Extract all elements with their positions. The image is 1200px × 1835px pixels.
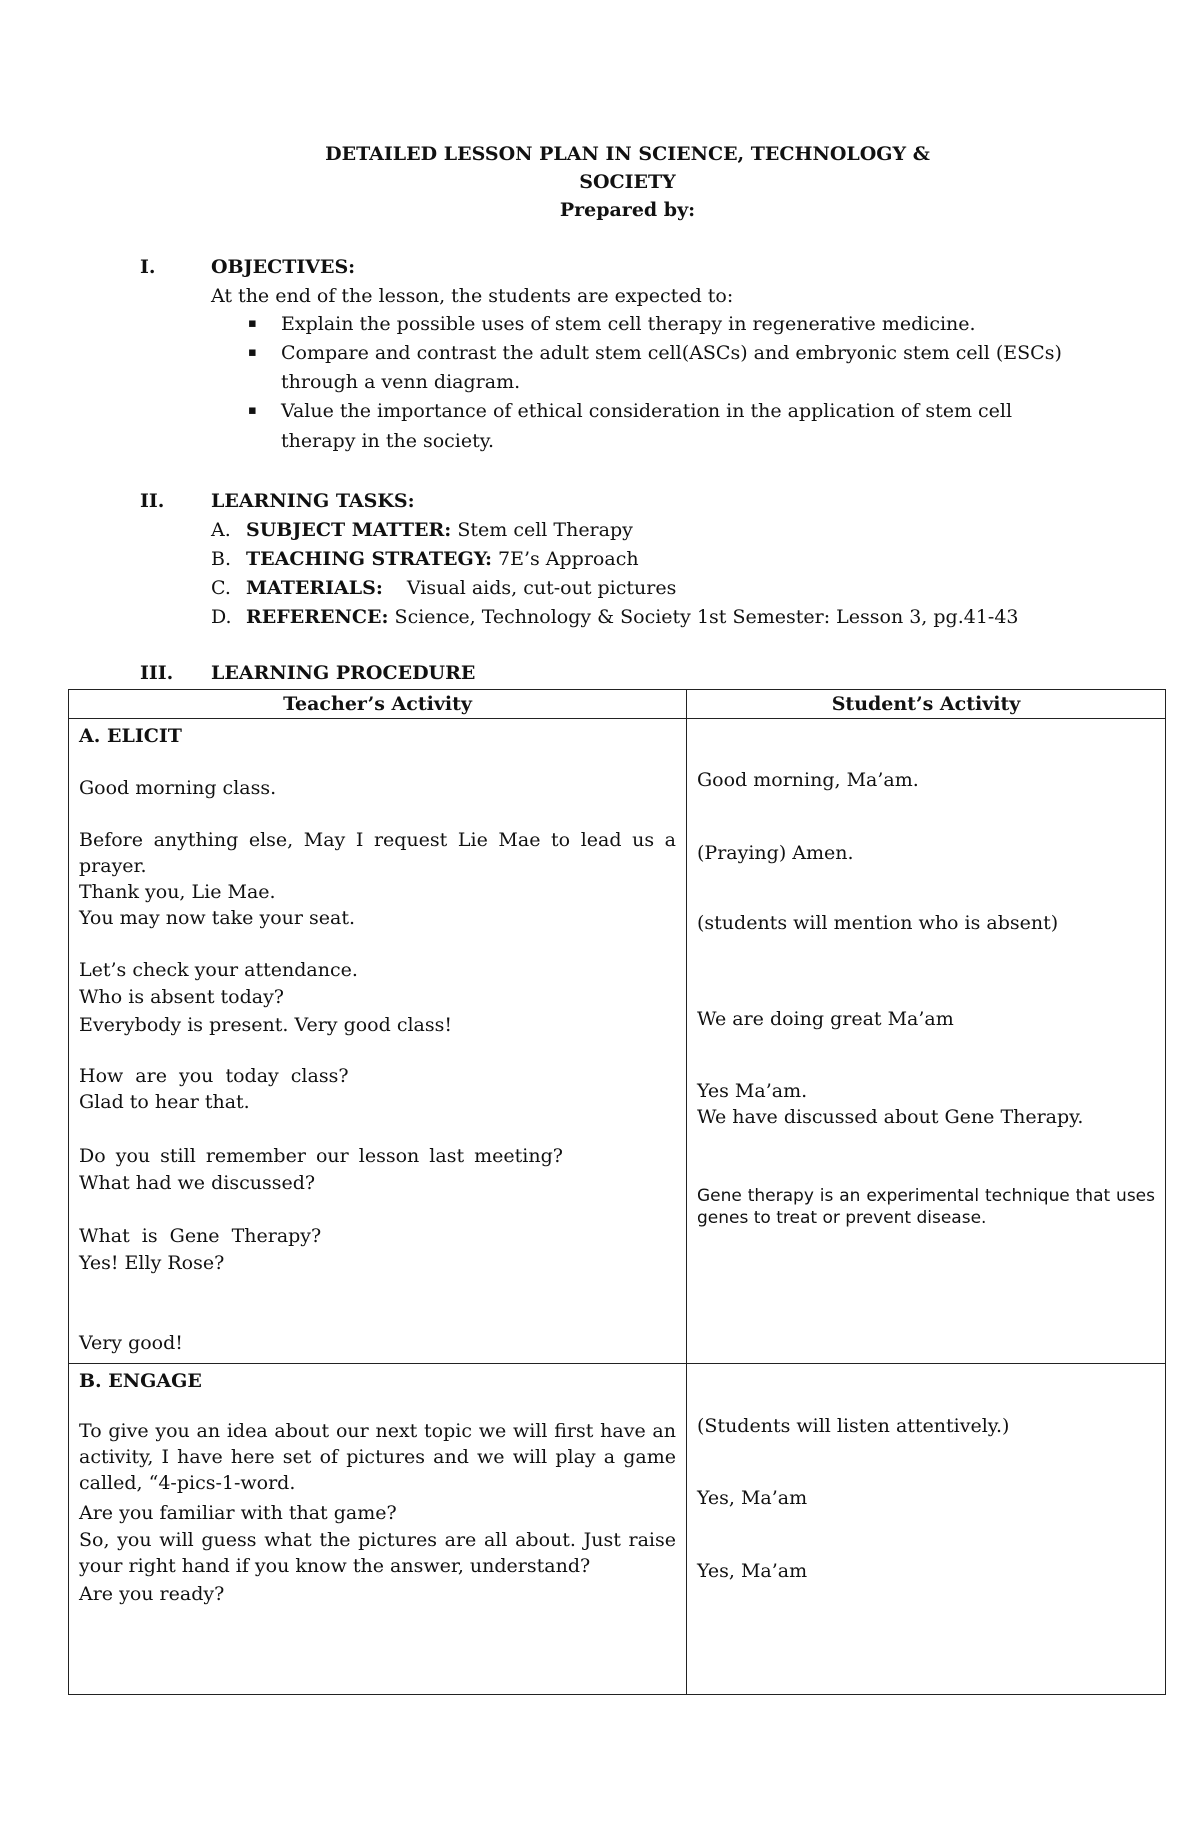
bullet-icon: ▪ (248, 316, 257, 331)
learning-procedure-table (68, 689, 1166, 1695)
teacher-line: Are you familiar with that game? (79, 1502, 397, 1524)
task-subject-matter (246, 519, 633, 541)
table-row-elicit (69, 719, 1166, 1364)
student-line: Gene therapy is an experimental technique that uses genes to treat or prevent disease. (697, 1186, 1155, 1228)
table-header-row (69, 690, 1166, 719)
objective-item-continued: through a venn diagram. (281, 371, 521, 393)
objective-item: Value the importance of ethical consideration in the application of stem cell (281, 400, 1013, 422)
task-letter: D. (211, 606, 232, 628)
objective-item: Explain the possible uses of stem cell therapy in regenerative medicine. (281, 313, 976, 335)
task-label: SUBJECT MATTER: (246, 519, 452, 541)
teacher-line: What had we discussed? (79, 1172, 316, 1194)
teacher-line: To give you an idea about our next topic we will first have an activity, I have here set of pictures and we will play a game called, “4-pics-1-word. (79, 1420, 676, 1494)
objectives-heading: OBJECTIVES: (211, 256, 356, 278)
bullet-icon: ▪ (248, 345, 257, 360)
table-row-engage (69, 1364, 1166, 1695)
task-letter: B. (211, 548, 232, 570)
student-line: (Students will listen attentively.) (697, 1415, 1010, 1437)
teacher-line: Very good! (79, 1332, 183, 1354)
procedure-heading: LEARNING PROCEDURE (211, 662, 476, 684)
student-line: We are doing great Ma’am (697, 1008, 954, 1030)
task-value: 7E’s Approach (498, 548, 639, 570)
task-letter: A. (211, 519, 231, 541)
teacher-line: Do you still remember our lesson last meeting? (79, 1145, 563, 1167)
student-line: Yes, Ma’am (697, 1487, 808, 1509)
engage-student-cell (687, 1364, 1166, 1695)
task-materials (246, 577, 676, 599)
learning-tasks-heading: LEARNING TASKS: (211, 490, 415, 512)
elicit-student-cell (687, 719, 1166, 1364)
task-label: REFERENCE: (246, 606, 389, 628)
task-label: MATERIALS: (246, 577, 383, 599)
student-activity-header: Student’s Activity (687, 690, 1166, 719)
teacher-line: Good morning class. (79, 777, 277, 799)
teacher-line: Glad to hear that. (79, 1091, 250, 1113)
bullet-icon: ▪ (248, 403, 257, 418)
student-line: Yes, Ma’am (697, 1560, 808, 1582)
elicit-heading: A. ELICIT (79, 725, 182, 747)
teacher-line: Let’s check your attendance. (79, 959, 358, 981)
student-line: Yes Ma’am. (697, 1080, 808, 1102)
student-line: (Praying) Amen. (697, 842, 854, 864)
task-letter: C. (211, 577, 231, 599)
teacher-line: Who is absent today? (79, 986, 284, 1008)
learning-tasks-number: II. (140, 490, 165, 512)
task-value: Science, Technology & Society 1st Semester: Lesson 3, pg.41-43 (394, 606, 1019, 628)
document-title-line-2: SOCIETY (579, 171, 676, 193)
teacher-line: So, you will guess what the pictures are all about. Just raise your right hand if you know the answer, understand? (79, 1529, 676, 1577)
teacher-line: How are you today class? (79, 1065, 349, 1087)
task-reference (246, 606, 1019, 628)
student-line: (students will mention who is absent) (697, 912, 1059, 934)
teacher-line: Are you ready? (79, 1583, 225, 1605)
task-teaching-strategy (246, 548, 639, 570)
engage-teacher-cell (69, 1364, 687, 1695)
teacher-line: Yes! Elly Rose? (79, 1252, 225, 1274)
objective-item-continued: therapy in the society. (281, 430, 495, 452)
teacher-line: Everybody is present. Very good class! (79, 1014, 453, 1036)
procedure-number: III. (140, 662, 174, 684)
engage-heading: B. ENGAGE (79, 1370, 202, 1392)
teacher-line: Thank you, Lie Mae. (79, 881, 276, 903)
student-line: Good morning, Ma’am. (697, 769, 919, 791)
task-value: Visual aids, cut-out pictures (406, 577, 677, 599)
student-line: We have discussed about Gene Therapy. (697, 1106, 1084, 1128)
task-label: TEACHING STRATEGY: (246, 548, 492, 570)
task-value: Stem cell Therapy (457, 519, 633, 541)
objectives-intro: At the end of the lesson, the students are expected to: (211, 285, 734, 307)
teacher-line: What is Gene Therapy? (79, 1225, 322, 1247)
teacher-activity-header: Teacher’s Activity (69, 690, 687, 719)
teacher-line: Before anything else, May I request Lie Mae to lead us a prayer. (79, 829, 676, 877)
objective-item: Compare and contrast the adult stem cell(ASCs) and embryonic stem cell (ESCs) (281, 342, 1062, 364)
elicit-teacher-cell (69, 719, 687, 1364)
teacher-line: You may now take your seat. (79, 907, 355, 929)
prepared-by: Prepared by: (559, 199, 696, 221)
document-title-line-1: DETAILED LESSON PLAN IN SCIENCE, TECHNOLOGY & (325, 143, 930, 165)
objectives-number: I. (140, 256, 156, 278)
